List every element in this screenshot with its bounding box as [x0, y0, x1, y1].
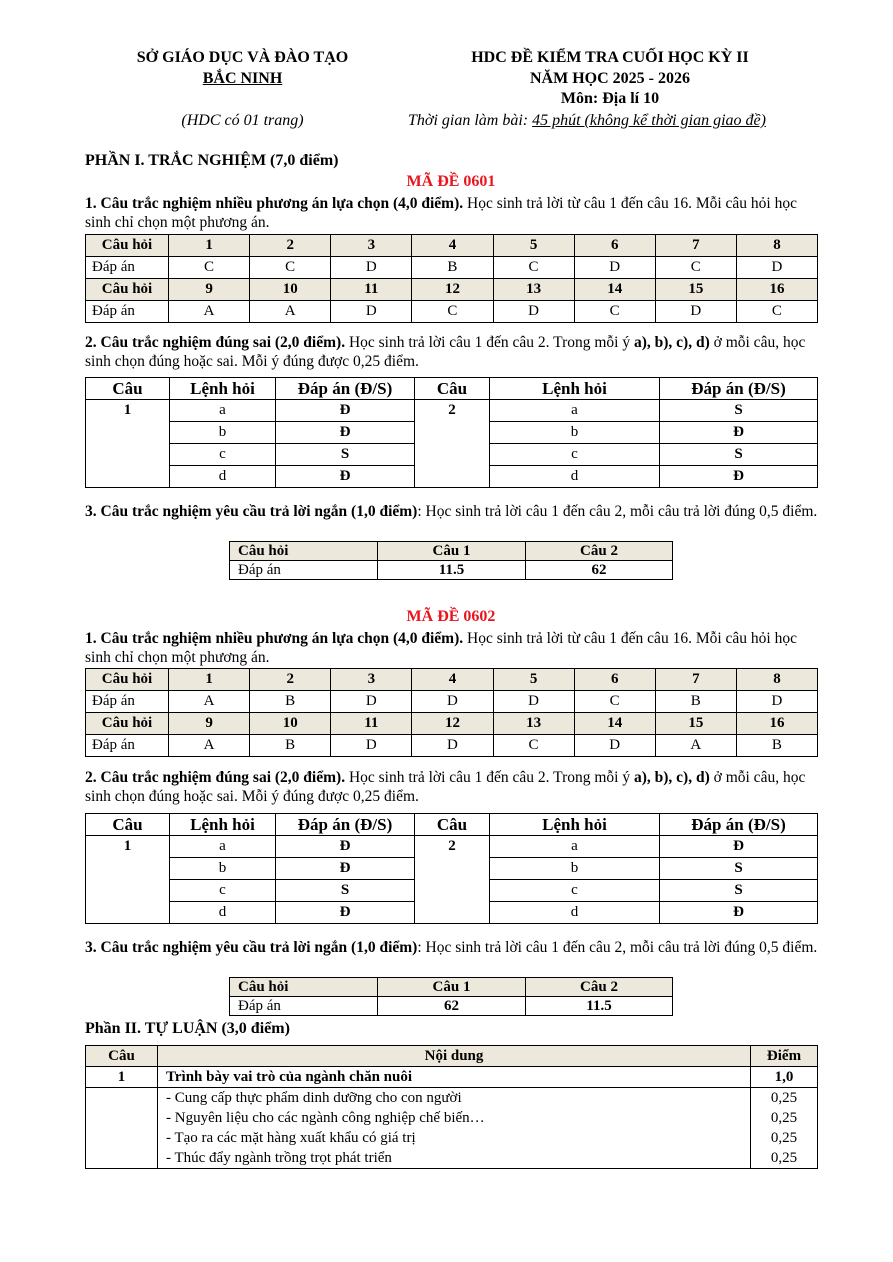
table-row	[86, 713, 818, 735]
mc-text: Học sinh trả lời từ câu 1 đến câu 16. Mỗi câu hỏi học sinh chỉ chọn một phương án.	[85, 630, 797, 666]
table-cell: a	[490, 836, 660, 858]
answer-cell: 62	[526, 561, 673, 580]
table-cell: b	[490, 858, 660, 880]
table-row	[86, 1128, 818, 1148]
table-row	[230, 561, 673, 580]
table-cell: C	[655, 257, 736, 279]
answer-cell: S	[660, 444, 818, 466]
table-header-cell: Nội dung	[158, 1046, 751, 1067]
table-cell: Câu 1	[378, 978, 526, 997]
answer-cell: Đ	[276, 400, 415, 422]
table-cell: 4	[412, 235, 493, 257]
table-cell: 13	[493, 713, 574, 735]
mc-instructions-0601	[85, 194, 820, 232]
tf-instructions-0602	[85, 768, 820, 806]
table-cell: C	[736, 301, 817, 323]
answer-cell: S	[276, 880, 415, 902]
table-header-cell: Đáp án (Đ/S)	[276, 814, 415, 836]
table-cell: d	[170, 902, 276, 924]
empty-cell	[86, 1088, 158, 1169]
table-row	[230, 978, 673, 997]
answer-cell: Đ	[276, 902, 415, 924]
tf-heading: 2. Câu trắc nghiệm đúng sai (2,0 điểm).	[85, 334, 346, 351]
answer-cell: S	[276, 444, 415, 466]
table-cell: Câu 1	[378, 542, 526, 561]
table-cell: d	[490, 466, 660, 488]
province-name-text: BẮC NINH	[202, 70, 283, 87]
table-cell: d	[490, 902, 660, 924]
table-row	[86, 301, 818, 323]
mc-heading: 1. Câu trắc nghiệm nhiều phương án lựa chọn (4,0 điểm).	[85, 195, 464, 212]
table-cell: 2	[250, 235, 331, 257]
table-cell: D	[493, 301, 574, 323]
table-cell: 5	[493, 669, 574, 691]
tf-text: Học sinh trả lời câu 1 đến câu 2. Trong mỗi ý	[345, 334, 634, 351]
table-cell: C	[493, 257, 574, 279]
table-cell: D	[331, 735, 412, 757]
table-header-cell: Đáp án (Đ/S)	[276, 378, 415, 400]
sa-heading: 3. Câu trắc nghiệm yêu cầu trả lời ngắn (1,0 điểm)	[85, 503, 418, 520]
table-cell: D	[574, 257, 655, 279]
point-score: 0,25	[751, 1148, 818, 1169]
table-cell: 12	[412, 713, 493, 735]
table-cell: Câu hỏi	[86, 713, 169, 735]
table-cell: Đáp án	[230, 997, 378, 1016]
table-row	[230, 997, 673, 1016]
table-cell: 10	[250, 279, 331, 301]
table-row	[86, 279, 818, 301]
sa-answer-table-0601	[229, 541, 673, 580]
sa-instructions-0601	[85, 502, 820, 521]
table-cell: 9	[169, 713, 250, 735]
answer-cell: Đ	[660, 902, 818, 924]
table-header-cell: Đáp án (Đ/S)	[660, 814, 818, 836]
table-header-cell: Lệnh hỏi	[170, 378, 276, 400]
time-limit	[408, 112, 828, 130]
answer-point: - Cung cấp thực phẩm dinh dưỡng cho con người	[158, 1088, 751, 1109]
point-score: 0,25	[751, 1108, 818, 1128]
table-cell: Câu 2	[526, 542, 673, 561]
tf-answer-table-0602	[85, 813, 818, 924]
table-cell: Đáp án	[86, 301, 169, 323]
table-cell: a	[170, 400, 276, 422]
tf-text-end: ở mỗi câu, học sinh chọn đúng hoặc sai. Mỗi ý đúng được 0,25 điểm.	[85, 334, 806, 370]
table-cell: B	[250, 691, 331, 713]
tf-options: a), b), c), d)	[633, 769, 710, 786]
table-cell: 14	[574, 279, 655, 301]
table-cell: 9	[169, 279, 250, 301]
table-header-cell: Câu	[415, 814, 490, 836]
mc-answer-table-0602	[85, 668, 818, 757]
tf-text: Học sinh trả lời câu 1 đến câu 2. Trong mỗi ý	[345, 769, 634, 786]
table-cell: d	[170, 466, 276, 488]
table-cell: D	[331, 691, 412, 713]
table-header-cell: Câu	[86, 814, 170, 836]
table-header-cell: Lệnh hỏi	[490, 378, 660, 400]
answer-point: - Tạo ra các mặt hàng xuất khẩu có giá trị	[158, 1128, 751, 1148]
answer-cell: Đ	[660, 422, 818, 444]
table-cell: 8	[736, 235, 817, 257]
table-cell: Câu hỏi	[230, 978, 378, 997]
question-number: 2	[415, 400, 490, 488]
table-cell: A	[169, 735, 250, 757]
point-score: 0,25	[751, 1088, 818, 1109]
time-limit-value: 45 phút (không kể thời gian giao đề)	[532, 112, 766, 129]
table-cell: 4	[412, 669, 493, 691]
table-cell: D	[331, 301, 412, 323]
table-cell: D	[412, 691, 493, 713]
subject: Môn: Địa lí 10	[560, 90, 660, 107]
table-cell: Đáp án	[86, 735, 169, 757]
mc-text: Học sinh trả lời từ câu 1 đến câu 16. Mỗi câu hỏi học sinh chỉ chọn một phương án.	[85, 195, 797, 231]
table-header-cell: Câu	[415, 378, 490, 400]
table-row	[86, 1088, 818, 1109]
table-cell: c	[490, 444, 660, 466]
sa-answer-table-0602	[229, 977, 673, 1016]
table-cell: 2	[250, 669, 331, 691]
table-header-cell: Câu	[86, 1046, 158, 1067]
answer-cell: Đ	[276, 836, 415, 858]
table-row	[86, 836, 818, 858]
table-row	[86, 669, 818, 691]
table-cell: 6	[574, 235, 655, 257]
table-row	[86, 400, 818, 422]
table-cell: Đáp án	[86, 691, 169, 713]
question-title: Trình bày vai trò của ngành chăn nuôi	[158, 1067, 751, 1088]
essay-table	[85, 1045, 818, 1169]
answer-cell: Đ	[660, 836, 818, 858]
table-cell: C	[574, 301, 655, 323]
table-header-row	[86, 1046, 818, 1067]
page-count-note: (HDC có 01 trang)	[181, 112, 304, 129]
part2-title: Phần II. TỰ LUẬN (3,0 điểm)	[85, 1020, 290, 1037]
sa-text: : Học sinh trả lời câu 1 đến câu 2, mỗi câu trả lời đúng 0,5 điểm.	[417, 503, 818, 520]
table-cell: Đáp án	[230, 561, 378, 580]
exam-code-0601: MÃ ĐỀ 0601	[406, 173, 496, 190]
answer-cell: S	[660, 858, 818, 880]
table-row	[86, 735, 818, 757]
table-cell: 5	[493, 235, 574, 257]
sa-text: : Học sinh trả lời câu 1 đến câu 2, mỗi câu trả lời đúng 0,5 điểm.	[417, 939, 818, 956]
table-cell: C	[250, 257, 331, 279]
table-cell: D	[493, 691, 574, 713]
table-cell: c	[170, 444, 276, 466]
province-name	[100, 70, 385, 88]
table-cell: a	[170, 836, 276, 858]
table-header-row	[86, 378, 818, 400]
table-cell: A	[169, 691, 250, 713]
table-cell: C	[493, 735, 574, 757]
answer-cell: 11.5	[378, 561, 526, 580]
table-row	[86, 691, 818, 713]
table-cell: C	[169, 257, 250, 279]
answer-cell: S	[660, 880, 818, 902]
table-cell: 16	[736, 713, 817, 735]
table-cell: 3	[331, 235, 412, 257]
table-cell: B	[250, 735, 331, 757]
answer-cell: Đ	[276, 466, 415, 488]
sa-instructions-0602	[85, 938, 820, 957]
sa-heading: 3. Câu trắc nghiệm yêu cầu trả lời ngắn (1,0 điểm)	[85, 939, 418, 956]
question-number: 1	[86, 1067, 158, 1088]
mc-instructions-0602	[85, 629, 820, 667]
table-cell: 14	[574, 713, 655, 735]
table-cell: 7	[655, 669, 736, 691]
answer-point: - Nguyên liệu cho các ngành công nghiệp chế biến…	[158, 1108, 751, 1128]
table-row	[86, 1067, 818, 1088]
answer-cell: Đ	[660, 466, 818, 488]
table-header-cell: Đáp án (Đ/S)	[660, 378, 818, 400]
tf-answer-table-0601	[85, 377, 818, 488]
table-cell: c	[170, 880, 276, 902]
table-cell: 6	[574, 669, 655, 691]
table-cell: D	[574, 735, 655, 757]
answer-point: - Thúc đẩy ngành trồng trọt phát triển	[158, 1148, 751, 1169]
tf-instructions-0601	[85, 333, 820, 371]
table-header-cell: Câu	[86, 378, 170, 400]
tf-options: a), b), c), d)	[633, 334, 710, 351]
table-cell: D	[736, 691, 817, 713]
table-cell: 16	[736, 279, 817, 301]
table-cell: 1	[169, 235, 250, 257]
table-row	[86, 257, 818, 279]
table-cell: B	[736, 735, 817, 757]
point-score: 0,25	[751, 1128, 818, 1148]
table-cell: Câu hỏi	[86, 279, 169, 301]
time-limit-prefix: Thời gian làm bài:	[408, 112, 533, 129]
table-cell: Câu hỏi	[86, 235, 169, 257]
table-cell: C	[412, 301, 493, 323]
question-number: 2	[415, 836, 490, 924]
table-cell: 8	[736, 669, 817, 691]
table-row	[230, 542, 673, 561]
part1-title: PHẦN I. TRẮC NGHIỆM (7,0 điểm)	[85, 152, 339, 169]
answer-cell: 62	[378, 997, 526, 1016]
table-cell: Câu hỏi	[86, 669, 169, 691]
table-cell: A	[169, 301, 250, 323]
tf-text-end: ở mỗi câu, học sinh chọn đúng hoặc sai. Mỗi ý đúng được 0,25 điểm.	[85, 769, 806, 805]
table-cell: 3	[331, 669, 412, 691]
mc-heading: 1. Câu trắc nghiệm nhiều phương án lựa chọn (4,0 điểm).	[85, 630, 464, 647]
table-cell: Câu hỏi	[230, 542, 378, 561]
table-cell: D	[412, 735, 493, 757]
table-cell: Đáp án	[86, 257, 169, 279]
table-cell: 11	[331, 713, 412, 735]
table-cell: 7	[655, 235, 736, 257]
table-cell: B	[655, 691, 736, 713]
question-number: 1	[86, 836, 170, 924]
table-cell: 15	[655, 713, 736, 735]
school-year: NĂM HỌC 2025 - 2026	[530, 70, 690, 87]
table-header-row	[86, 814, 818, 836]
table-cell: D	[331, 257, 412, 279]
table-cell: 10	[250, 713, 331, 735]
document-title: HDC ĐỀ KIỂM TRA CUỐI HỌC KỲ II	[471, 49, 749, 66]
table-cell: D	[736, 257, 817, 279]
tf-heading: 2. Câu trắc nghiệm đúng sai (2,0 điểm).	[85, 769, 346, 786]
answer-cell: Đ	[276, 422, 415, 444]
table-row	[86, 235, 818, 257]
table-cell: 1	[169, 669, 250, 691]
table-cell: Câu 2	[526, 978, 673, 997]
table-header-cell: Lệnh hỏi	[490, 814, 660, 836]
table-cell: 11	[331, 279, 412, 301]
table-cell: b	[170, 858, 276, 880]
answer-cell: 11.5	[526, 997, 673, 1016]
question-score: 1,0	[751, 1067, 818, 1088]
answer-cell: Đ	[276, 858, 415, 880]
table-header-cell: Lệnh hỏi	[170, 814, 276, 836]
exam-code-0602: MÃ ĐỀ 0602	[406, 608, 496, 625]
table-cell: c	[490, 880, 660, 902]
table-cell: A	[250, 301, 331, 323]
table-row	[86, 1148, 818, 1169]
department-name: SỞ GIÁO DỤC VÀ ĐÀO TẠO	[136, 49, 349, 66]
table-header-cell: Điểm	[751, 1046, 818, 1067]
table-cell: D	[655, 301, 736, 323]
table-cell: A	[655, 735, 736, 757]
table-cell: b	[170, 422, 276, 444]
table-cell: a	[490, 400, 660, 422]
question-number: 1	[86, 400, 170, 488]
mc-answer-table-0601	[85, 234, 818, 323]
table-cell: B	[412, 257, 493, 279]
table-cell: C	[574, 691, 655, 713]
answer-cell: S	[660, 400, 818, 422]
table-row	[86, 1108, 818, 1128]
table-cell: 13	[493, 279, 574, 301]
table-cell: 12	[412, 279, 493, 301]
table-cell: 15	[655, 279, 736, 301]
table-cell: b	[490, 422, 660, 444]
